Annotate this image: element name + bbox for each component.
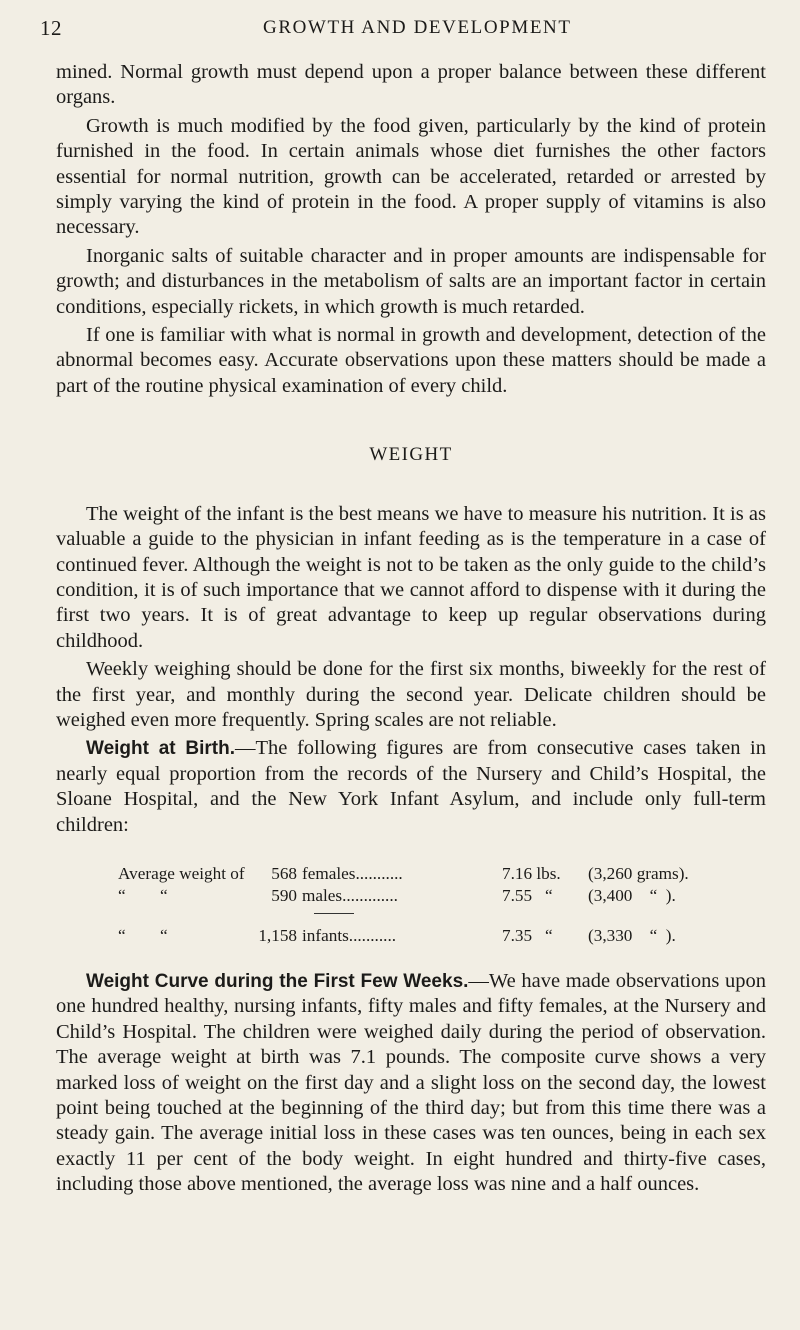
run-in-heading-weight-curve: Weight Curve during the First Few Weeks. xyxy=(86,970,469,992)
section-heading-weight: WEIGHT xyxy=(369,444,453,466)
row-count: 590 xyxy=(271,885,297,905)
paragraph-protein: Growth is much modified by the food given, particularly by the kind of protein furnished in the food. In certain animals whose diet furnishes the other factors essential for normal nutrition, growth can be accelerated, retarded or arrested by simply varying the kind of protein in the food. A proper supply of vitamins is also necessary. xyxy=(56,114,766,239)
paragraph-abnormal-detection: If one is familiar with what is normal in growth and development, detection of the abnormal becomes easy. Accurate observations upon these matters should be made a part of the routine physical examination of every child. xyxy=(56,324,766,397)
paragraph-weight-curve xyxy=(56,969,766,1198)
table-row xyxy=(118,885,766,907)
weight-curve-text: —We have made observations upon one hundred healthy, nursing infants, fifty males and fifty females, at the Nursery and Child’s Hospital. The children were weighed daily during the period of observation. The average weight at birth was 7.1 pounds. The composite curve shows a very marked loss of weight on the first day and a slight loss on the second day, the lowest point being touched at the beginning of the third day; but from this time there was a steady gain. The average initial loss in these cases was ten ounces, being in each sex exactly 11 per cent of the body weight. In eight hundred and thirty-five cases, including those above mentioned, the average loss was nine and a half ounces. xyxy=(56,969,766,1196)
row-pounds: 7.35 “ xyxy=(502,925,553,945)
paragraph-weight-at-birth xyxy=(56,736,766,838)
row-group: males............. xyxy=(302,885,398,905)
paragraph-weight-intro: The weight of the infant is the best means we have to measure his nutrition. It is as valuable a guide to the physician in infant feeding as is the temperature in a case of continued fever. Although the weight is not to be taken as the only guide to the child’s condition, it is of such importance that we cannot afford to dispense with it during the first two years. It is of great advantage to keep up regular observations during childhood. xyxy=(56,502,766,652)
paragraph-continuation: mined. Normal growth must depend upon a proper balance between these different organs. xyxy=(56,61,766,109)
row-pounds: 7.16 lbs. xyxy=(502,863,561,883)
page-body xyxy=(56,60,766,1198)
row-label: Average weight of xyxy=(118,863,245,883)
weight-at-birth-text: —The following figures are from consecutive cases taken in nearly equal proportion from the records of the Nursery and Child’s Hospital, the Sloane Hospital, and the New York Infant Asylum, and include only full-term children: xyxy=(56,737,766,836)
birth-weight-table xyxy=(118,863,766,947)
running-title: GROWTH AND DEVELOPMENT xyxy=(263,17,572,38)
row-label: “ “ xyxy=(118,925,168,945)
page-number: 12 xyxy=(40,16,62,40)
row-group: females........... xyxy=(302,863,403,883)
table-row xyxy=(118,925,766,947)
row-count: 568 xyxy=(271,863,297,883)
run-in-heading-weight-at-birth: Weight at Birth. xyxy=(86,738,235,760)
row-label: “ “ xyxy=(118,885,168,905)
row-count: 1,158 xyxy=(258,925,297,945)
row-pounds: 7.55 “ xyxy=(502,885,553,905)
row-grams: (3,330 “ ). xyxy=(588,925,676,945)
paragraph-inorganic-salts: Inorganic salts of suitable character and in proper amounts are indispensable for growth; and disturbances in the metabolism of salts are an important factor in certain conditions, especially rickets, in which growth is much retarded. xyxy=(56,244,766,318)
row-group: infants........... xyxy=(302,925,397,945)
row-grams: (3,400 “ ). xyxy=(588,885,676,905)
row-grams: (3,260 grams). xyxy=(588,863,689,883)
table-row xyxy=(118,863,766,885)
paragraph-weighing-schedule: Weekly weighing should be done for the first six months, biweekly for the rest of the first year, and monthly during the second year. Delicate children should be weighed even more frequently. Spring scales are not reliable. xyxy=(56,658,766,731)
sum-rule xyxy=(314,913,354,914)
